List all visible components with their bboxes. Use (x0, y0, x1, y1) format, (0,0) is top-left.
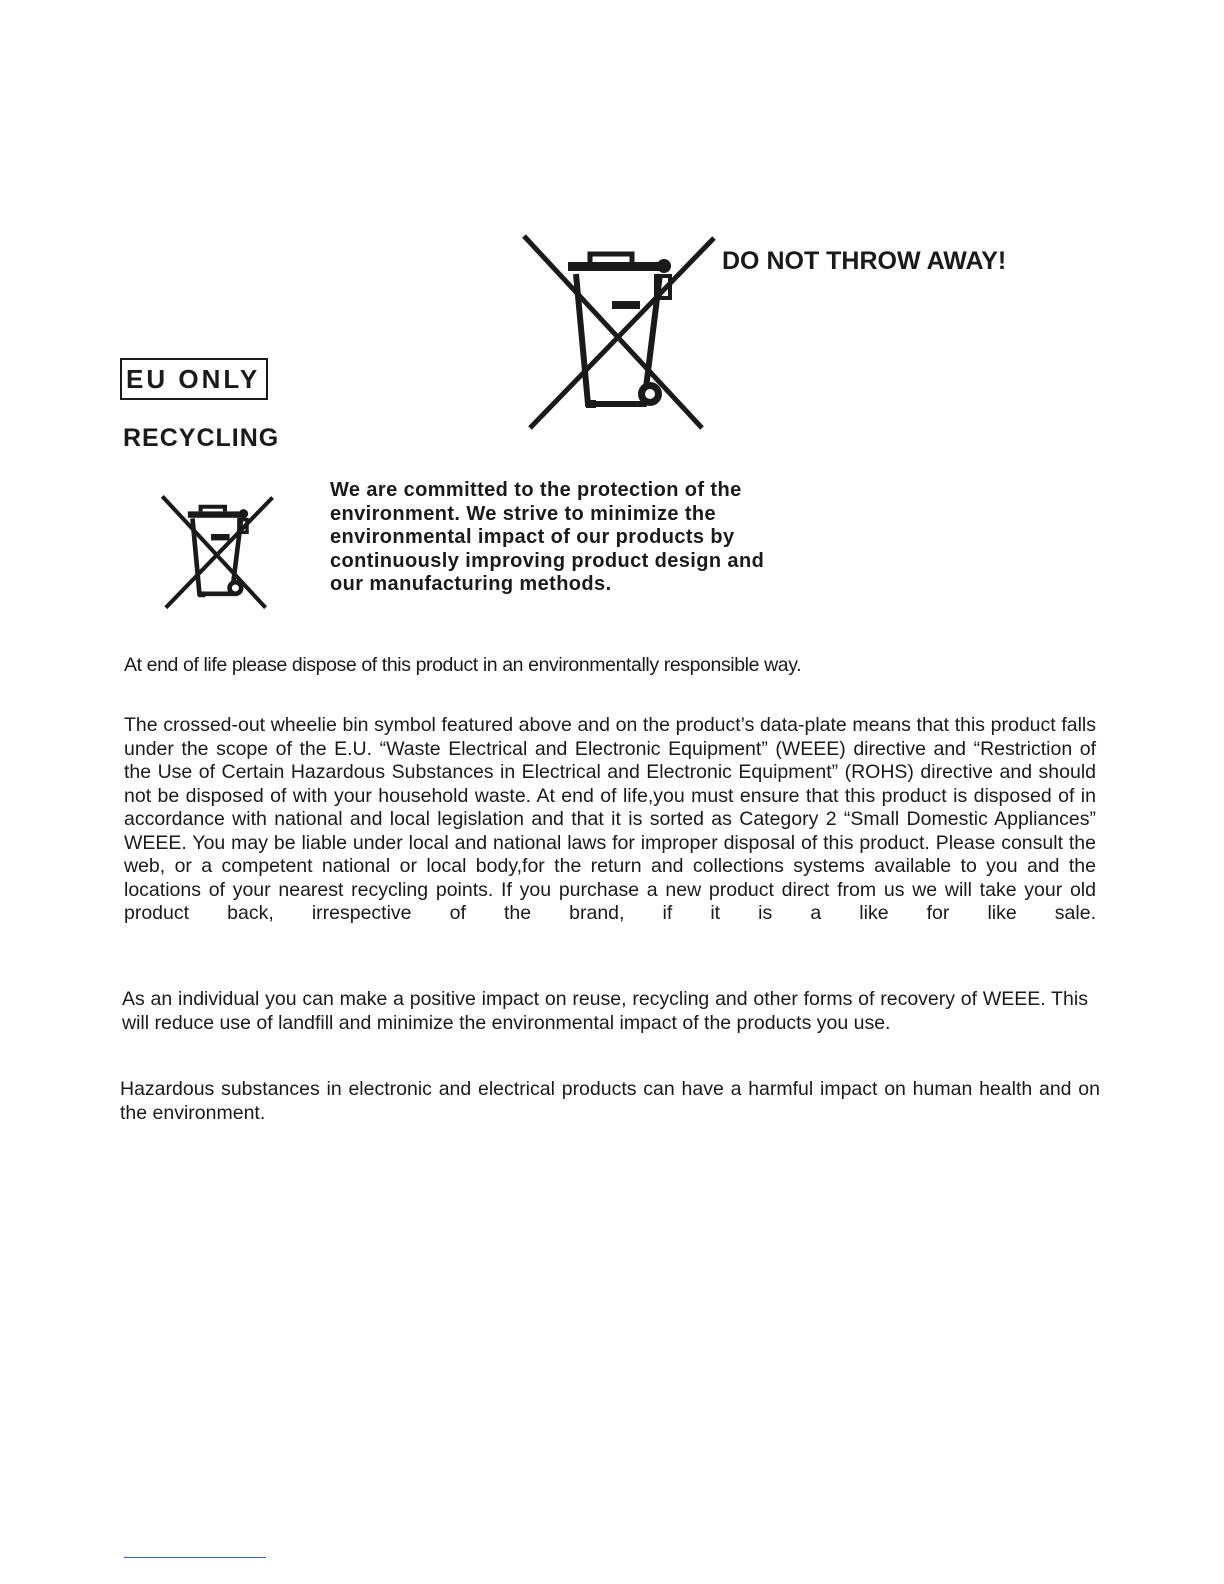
end-of-life-note: At end of life please dispose of this product in an environmentally responsible way. (124, 654, 802, 676)
commitment-statement: We are committed to the protection of the environment. We strive to minimize the environmental impact of our products by continuously improving product design and our manufacturing methods. (330, 479, 765, 595)
crossed-out-wheelie-bin-icon (160, 494, 276, 610)
footer-rule (124, 1557, 266, 1558)
warning-headline: DO NOT THROW AWAY! (722, 247, 1007, 275)
section-title: RECYCLING (123, 424, 280, 452)
crossed-out-wheelie-bin-icon (520, 232, 720, 432)
hazard-paragraph: Hazardous substances in electronic and electrical products can have a harmful impact on human health and on the environment. (120, 1078, 1100, 1124)
eu-only-badge: EU ONLY (120, 358, 268, 400)
individual-impact-paragraph: As an individual you can make a positive impact on reuse, recycling and other forms of recovery of WEEE. This will reduce use of landfill and minimize the environmental impact of the products you use. (122, 988, 1088, 1034)
weee-directive-paragraph: The crossed-out wheelie bin symbol featured above and on the product’s data-plate means that this product falls under the scope of the E.U. “Waste Electrical and Electronic Equipment” (WEEE) directive and “Restriction of the Use of Certain Hazardous Substances in Electrical and Electronic Equipment” (ROHS) directive and should not be disposed of with your household waste. At end of life,you must ensure that this product is disposed of in accordance with national and local legislation and that it is sorted as Category 2 “Small Domestic Appliances” WEEE. You may be liable under local and national laws for improper disposal of this product. Please consult the web, or a competent national or local body,for the return and collections systems available to you and the locations of your nearest recycling points. If you purchase a new product direct from us we will take your old product back, irrespective of the brand, if it is a like for like sale. (124, 714, 1096, 924)
